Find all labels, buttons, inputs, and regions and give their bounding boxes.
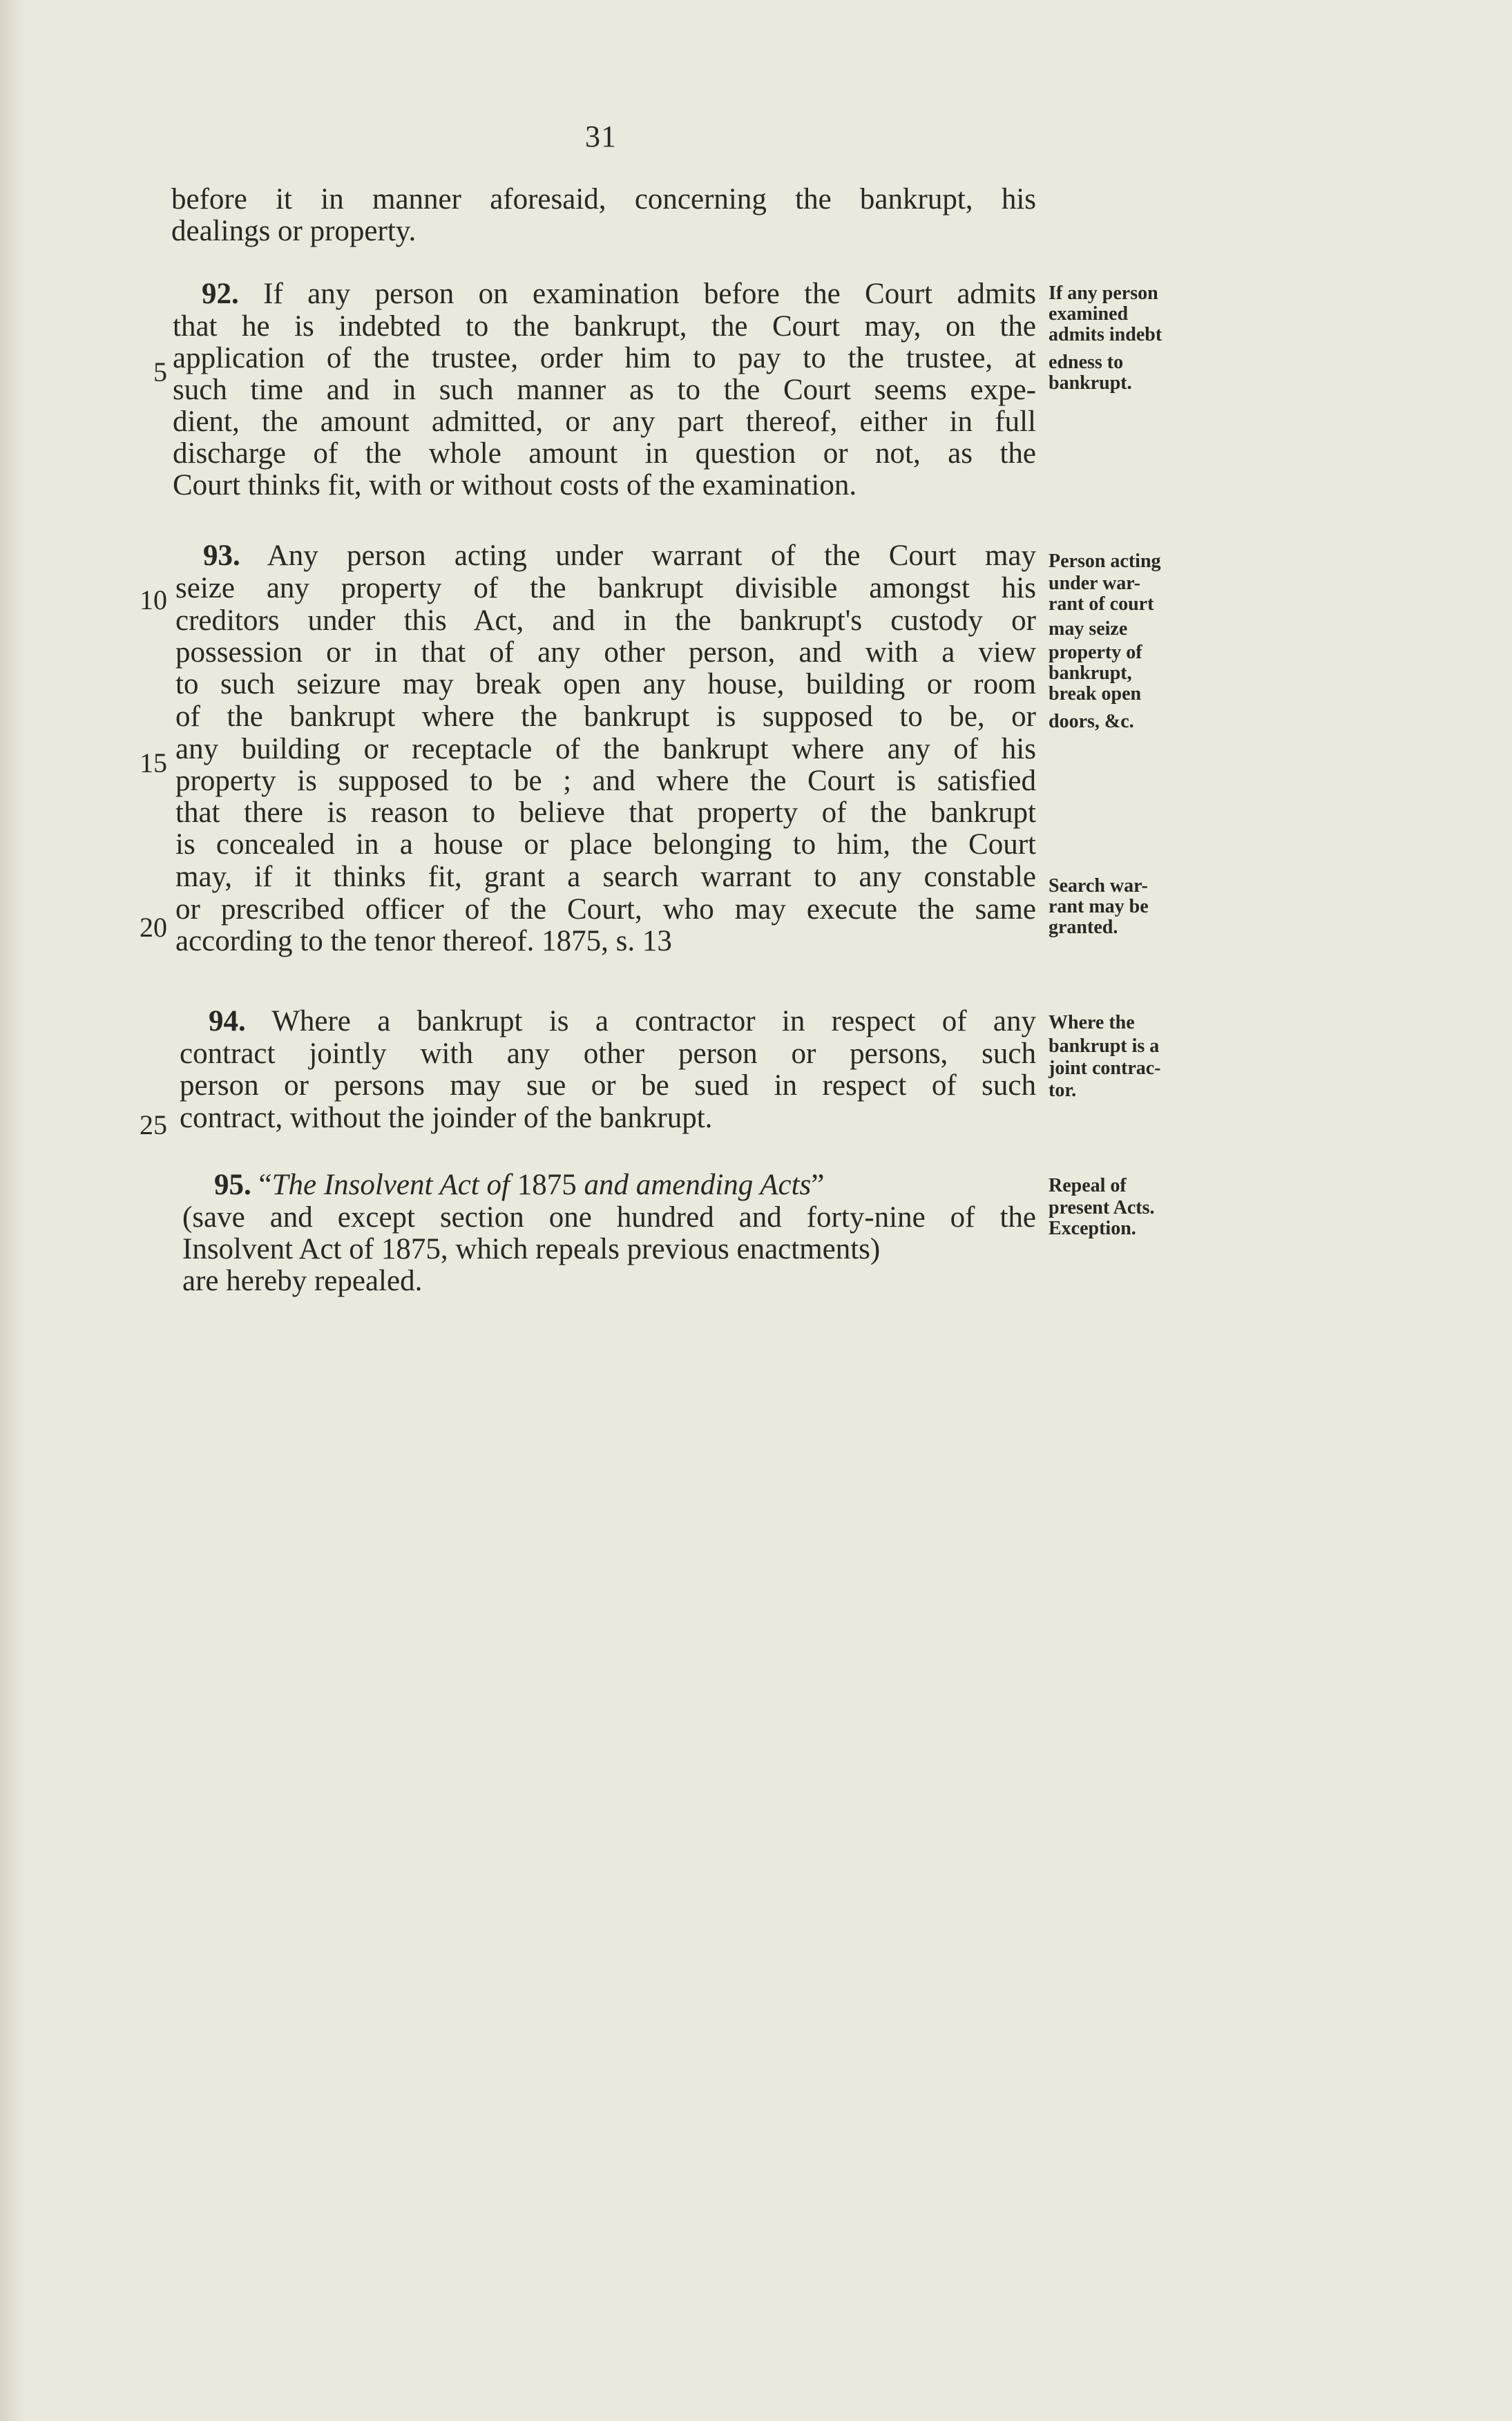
line-number-10: 10 xyxy=(140,584,167,615)
line-number-20: 20 xyxy=(140,912,167,943)
margin-note-92-5: bankrupt. xyxy=(1049,372,1132,394)
section-number: 92. xyxy=(202,278,239,310)
section-94-text-1: Where a bankrupt is a contractor in respect of any xyxy=(271,1005,1036,1037)
section-92-text-1: If any person on examination before the Court admits xyxy=(263,278,1037,310)
section-93-line-10: is concealed in a house or place belonging to him, the Court xyxy=(175,828,1036,861)
margin-note-94-1: Where the xyxy=(1049,1012,1135,1033)
intro-line-2: dealings or property. xyxy=(171,215,417,247)
section-95-line-4: are hereby repealed. xyxy=(182,1265,423,1297)
section-93-line-6: of the bankrupt where the bankrupt is supposed to be, or xyxy=(175,700,1036,733)
section-94-line-3: person or persons may sue or be sued in respect of such xyxy=(180,1069,1036,1102)
section-93-line-7: any building or receptacle of the bankrupt where any of his xyxy=(175,733,1036,765)
margin-note-92-1: If any person xyxy=(1049,283,1158,304)
margin-note-95-1: Repeal of xyxy=(1049,1175,1127,1196)
section-92-line-5: dient, the amount admitted, or any part thereof, either in full xyxy=(173,405,1036,438)
page-edge-shadow xyxy=(0,0,25,2421)
act-year: 1875 xyxy=(517,1169,577,1201)
section-93-text-1: Any person acting under warrant of the Court may xyxy=(267,539,1036,572)
margin-note-95-2: present Acts. xyxy=(1049,1197,1155,1218)
section-number: 95. xyxy=(214,1169,251,1201)
page-number: 31 xyxy=(585,119,617,153)
section-number: 93. xyxy=(203,539,240,572)
section-92-line-1 xyxy=(202,278,1036,310)
margin-note-95-3: Exception. xyxy=(1049,1218,1136,1239)
margin-note-92-2: examined xyxy=(1049,303,1129,325)
open-quote: “ xyxy=(258,1169,272,1201)
section-93-line-4: possession or in that of any other person, and with a view xyxy=(175,636,1036,669)
section-92-line-7: Court thinks fit, with or without costs of the examination. xyxy=(173,469,857,501)
section-93-line-12: or prescribed officer of the Court, who may execute the same xyxy=(175,893,1036,926)
section-93-line-5: to such seizure may break open any house, building or room xyxy=(175,668,1036,700)
close-quote: ” xyxy=(811,1169,825,1201)
section-number: 94. xyxy=(209,1005,246,1037)
margin-note-92-4: edness to xyxy=(1049,352,1124,373)
margin-note-93-3: rant of court xyxy=(1049,593,1154,615)
section-92-line-3: application of the trustee, order him to pay to the trustee, at xyxy=(173,342,1036,374)
section-93-line-2: seize any property of the bankrupt divisible amongst his xyxy=(175,572,1036,604)
margin-note-93-4: may seize xyxy=(1049,618,1128,640)
section-93-line-11: may, if it thinks fit, grant a search warrant to any constable xyxy=(175,861,1036,893)
line-number-25: 25 xyxy=(140,1109,167,1140)
margin-note-93b-3: granted. xyxy=(1049,917,1118,938)
margin-note-94-2: bankrupt is a xyxy=(1049,1035,1160,1057)
section-94-line-2: contract jointly with any other person or persons, such xyxy=(180,1037,1036,1070)
margin-note-93-6: bankrupt, xyxy=(1049,662,1132,684)
margin-note-93-8: doors, &c. xyxy=(1049,711,1134,732)
section-92-line-4: such time and in such manner as to the Court seems expe- xyxy=(173,374,1036,406)
section-92-line-6: discharge of the whole amount in question or not, as the xyxy=(173,437,1036,470)
margin-note-93b-2: rant may be xyxy=(1049,896,1149,917)
line-number-5: 5 xyxy=(153,356,167,387)
section-93-line-13: according to the tenor thereof. 1875, s. 13 xyxy=(175,925,672,957)
section-93-line-9: that there is reason to believe that property of the bankrupt xyxy=(175,796,1036,829)
section-93-line-8: property is supposed to be ; and where the Court is satisfied xyxy=(175,765,1036,797)
margin-note-94-3: joint contrac- xyxy=(1049,1058,1161,1079)
intro-line-1: before it in manner aforesaid, concerning the bankrupt, his xyxy=(171,183,1036,216)
margin-note-93-2: under war- xyxy=(1049,573,1140,594)
section-95-line-3: Insolvent Act of 1875, which repeals previous enactments) xyxy=(182,1233,881,1265)
margin-note-93-7: break open xyxy=(1049,683,1142,705)
act-title: The Insolvent Act of xyxy=(271,1169,510,1201)
margin-note-94-4: tor. xyxy=(1049,1080,1077,1101)
line-number-15: 15 xyxy=(140,747,167,778)
margin-note-93-1: Person acting xyxy=(1049,551,1161,572)
act-title-rest: and amending Acts xyxy=(584,1169,812,1201)
section-95-line-2: (save and except section one hundred and forty-nine of the xyxy=(182,1201,1036,1234)
section-94-line-4: contract, without the joinder of the bankrupt. xyxy=(180,1102,713,1134)
margin-note-92-3: admits indebt xyxy=(1049,324,1162,345)
section-94-line-1 xyxy=(209,1006,1036,1037)
section-93-line-3: creditors under this Act, and in the bankrupt's custody or xyxy=(175,604,1036,637)
margin-note-93b-1: Search war- xyxy=(1049,875,1148,897)
section-95-line-1 xyxy=(214,1169,1036,1201)
margin-note-93-5: property of xyxy=(1049,642,1142,663)
section-93-line-1 xyxy=(203,540,1036,572)
section-92-line-2: that he is indebted to the bankrupt, the Court may, on the xyxy=(173,310,1036,343)
